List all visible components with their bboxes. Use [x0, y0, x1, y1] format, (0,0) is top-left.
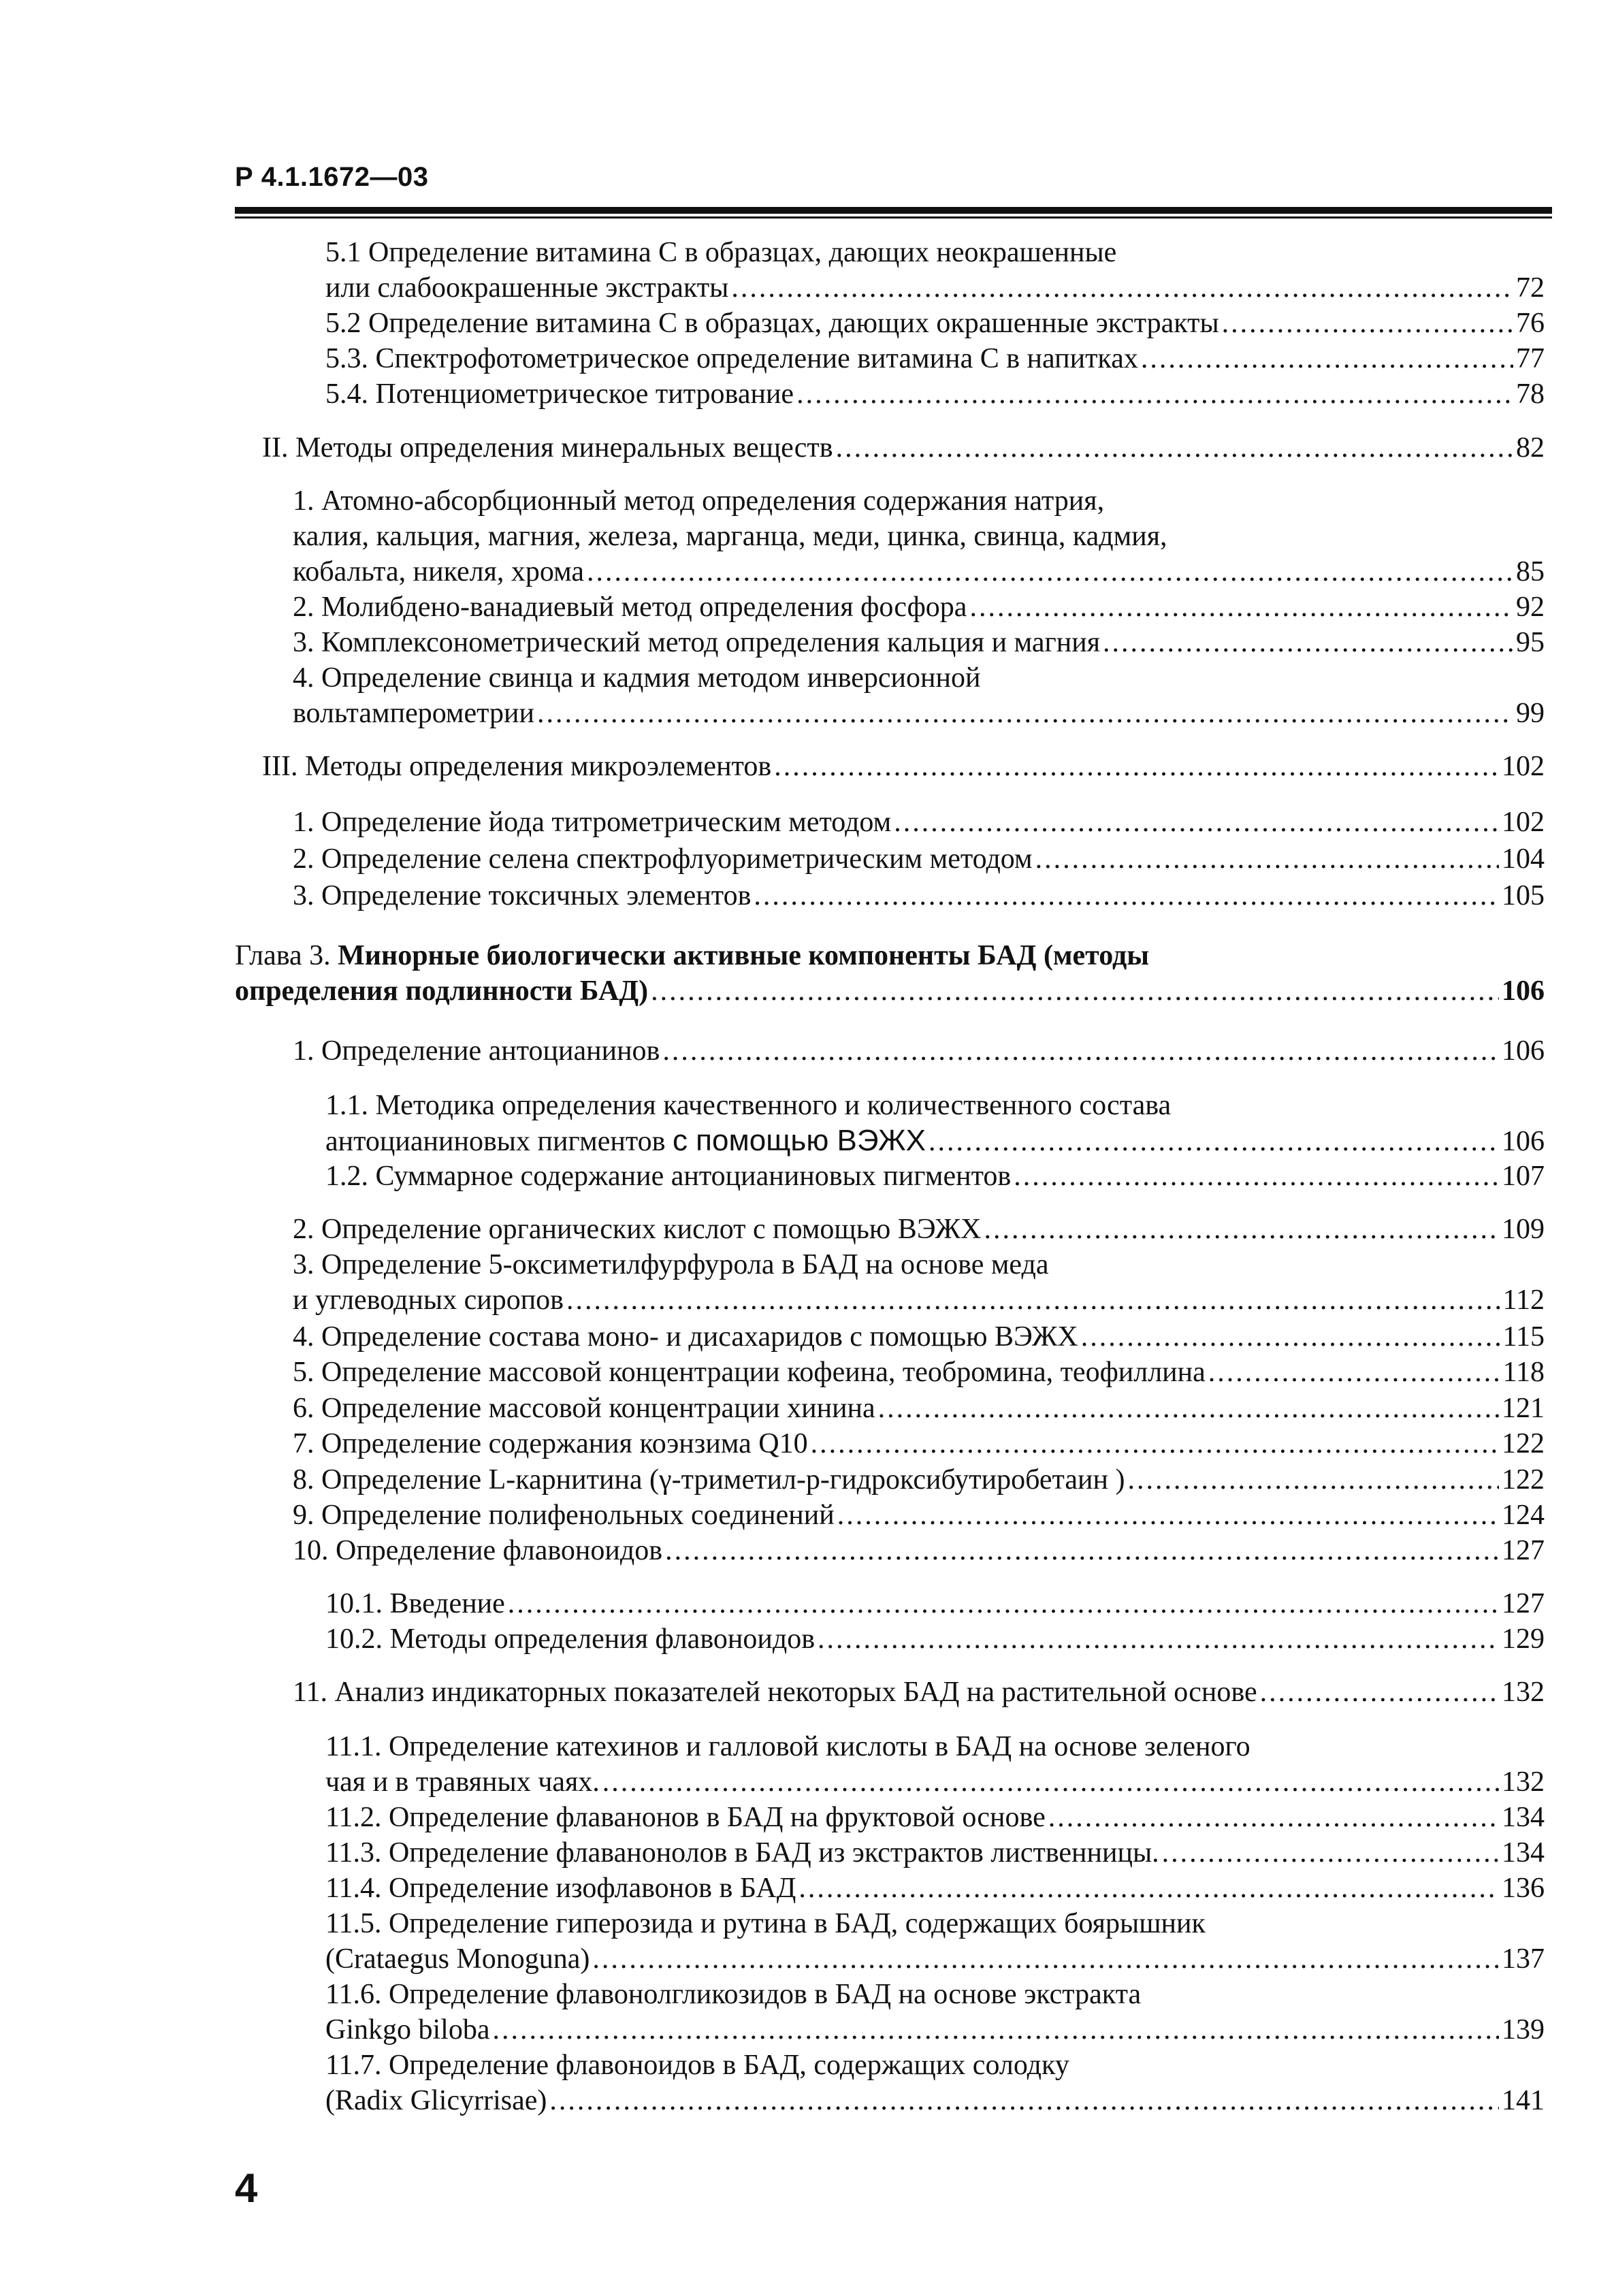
- page-ref: 82: [1516, 432, 1545, 464]
- leader-dots: [811, 1426, 1499, 1461]
- toc-entry-3-9: 9. Определение полифенольных соединений ..... 124: [293, 1498, 1545, 1533]
- toc-entry-II-2: 2. Молибдено-ванадиевый метод определения фосфора ..... 92: [293, 589, 1545, 625]
- toc-entry-5-3: 5.3. Спектрофотометрическое определение витамина С в напитках ..... 77: [325, 341, 1545, 376]
- leader-dots: [1103, 625, 1513, 660]
- leader-dots: [508, 1586, 1499, 1621]
- toc-entry-3-11-4: 11.4. Определение изофлавонов в БАД ..... 136: [325, 1871, 1545, 1906]
- page-ref: 118: [1502, 1357, 1545, 1388]
- toc-section-II: II. Методы определения минеральных веществ ..... 82: [262, 430, 1545, 466]
- toc-entry-3-11: 11. Анализ индикаторных показателей некоторых БАД на растительной основе ..... 132: [293, 1675, 1545, 1710]
- leader-dots: [651, 973, 1499, 1009]
- toc-entry-3-11-7: 11.7. Определение флавоноидов в БАД, содержащих солодку (Radix Glicyrrisae) ..... 141: [325, 2048, 1545, 2118]
- toc-entry-3-10-2: 10.2. Методы определения флавоноидов ..... 129: [325, 1621, 1545, 1657]
- toc-entry-3-1-1: 1.1. Методика определения качественного и количественного состава антоцианиновых пигментов с помощью ВЭЖХ ..... 106: [325, 1088, 1545, 1159]
- toc-entry-3-11-1: 11.1. Определение катехинов и галловой кислоты в БАД на основе зеленого чая и в травяных чаях. ..... 132: [325, 1729, 1545, 1800]
- page-ref: 139: [1502, 2014, 1545, 2046]
- page-ref: 129: [1502, 1623, 1545, 1655]
- page-number: 4: [235, 2165, 258, 2211]
- page-ref: 104: [1502, 843, 1545, 875]
- leader-dots: [1048, 1800, 1499, 1835]
- toc-entry-5-2: 5.2 Определение витамина С в образцах, дающих окрашенные экстракты ..... 76: [325, 306, 1545, 341]
- toc-entry-3-11-5: 11.5. Определение гиперозида и рутина в БАД, содержащих боярышник (Crataegus Monoguna) ..... 137: [325, 1906, 1545, 1977]
- toc-entry-II-3: 3. Комплексонометрический метод определения кальция и магния ..... 95: [293, 625, 1545, 660]
- page-ref: 112: [1502, 1284, 1545, 1316]
- leader-dots: [969, 589, 1513, 625]
- toc-entry-3-6: 6. Определение массовой концентрации хинина ..... 121: [293, 1391, 1545, 1426]
- page-ref: 85: [1516, 556, 1545, 587]
- page-ref: 99: [1516, 698, 1545, 729]
- leader-dots: [1081, 1319, 1500, 1355]
- page-ref: 92: [1516, 592, 1545, 623]
- leader-dots: [929, 1124, 1499, 1159]
- leader-dots: [1208, 1355, 1500, 1390]
- page-ref: 72: [1516, 272, 1545, 304]
- leader-dots: [798, 1871, 1499, 1906]
- leader-dots: [492, 2012, 1499, 2048]
- leader-dots: [1162, 1835, 1499, 1871]
- toc-entry-III-2: 2. Определение селена спектрофлуориметрическим методом ..... 104: [293, 841, 1545, 877]
- page-ref: 115: [1502, 1321, 1545, 1353]
- toc-entry-II-1: 1. Атомно-абсорбционный метод определения содержания натрия, калия, кальция, магния, железа, марганца, меди, цинка, свинца, кадмия, кобальта, никеля, хрома ..... 85: [293, 483, 1545, 589]
- toc-entry-3-2: 2. Определение органических кислот с помощью ВЭЖХ ..... 109: [293, 1212, 1545, 1247]
- page-ref: 132: [1502, 1677, 1545, 1708]
- leader-dots: [774, 749, 1499, 784]
- page-ref: 77: [1516, 343, 1545, 374]
- toc-entry-3-5: 5. Определение массовой концентрации кофеина, теобромина, теофиллина ..... 118: [293, 1355, 1545, 1390]
- page-ref: 106: [1502, 1035, 1545, 1067]
- leader-dots: [1260, 1675, 1499, 1710]
- page-ref: 102: [1502, 807, 1545, 838]
- toc-entry-3-11-3: 11.3. Определение флаванонолов в БАД из экстрактов лиственницы. ..... 134: [325, 1835, 1545, 1871]
- leader-dots: [818, 1621, 1499, 1657]
- leader-dots: [1035, 841, 1499, 877]
- toc-entry-5-4: 5.4. Потенциометрическое титрование ..... 78: [325, 376, 1545, 412]
- toc-entry-3-1: 1. Определение антоцианинов ..... 106: [293, 1033, 1545, 1069]
- leader-dots: [1014, 1159, 1499, 1194]
- toc-entry-III-1: 1. Определение йода титрометрическим методом ..... 102: [293, 805, 1545, 840]
- toc-entry-3-10-1: 10.1. Введение ..... 127: [325, 1586, 1545, 1621]
- header-rule-thick: [235, 207, 1552, 214]
- leader-dots: [665, 1533, 1499, 1568]
- leader-dots: [662, 1033, 1499, 1069]
- leader-dots: [837, 1498, 1499, 1533]
- toc-section-III: III. Методы определения микроэлементов ..... 102: [262, 749, 1545, 784]
- toc-entry-3-8: 8. Определение L-карнитина (γ-триметил-р-гидроксибутиробетаин ) ..... 122: [293, 1462, 1545, 1498]
- toc-entry-3-11-6: 11.6. Определение флавонолгликозидов в БАД на основе экстракта Ginkgo biloba ..... 139: [325, 1977, 1545, 2048]
- leader-dots: [1141, 341, 1513, 376]
- page-ref: 127: [1502, 1535, 1545, 1566]
- page-ref: 78: [1516, 378, 1545, 410]
- page-ref: 136: [1502, 1873, 1545, 1904]
- page-ref: 122: [1502, 1464, 1545, 1495]
- leader-dots: [894, 805, 1499, 840]
- page-ref: 134: [1502, 1802, 1545, 1833]
- toc-entry-3-10: 10. Определение флавоноидов ..... 127: [293, 1533, 1545, 1568]
- leader-dots: [1127, 1462, 1499, 1498]
- leader-dots: [549, 2083, 1499, 2118]
- toc-chapter-3: Глава 3. Минорные биологически активные компоненты БАД (методы определения подлинности БАД) ..... 106: [235, 938, 1545, 1009]
- page-ref: 124: [1502, 1500, 1545, 1531]
- leader-dots: [537, 696, 1513, 731]
- leader-dots: [1222, 306, 1513, 341]
- leader-dots: [796, 376, 1513, 412]
- doc-code: Р 4.1.1672—03: [235, 162, 429, 192]
- leader-dots: [878, 1391, 1499, 1426]
- toc-entry-III-3: 3. Определение токсичных элементов ..... 105: [293, 878, 1545, 913]
- page-ref: 137: [1502, 1943, 1545, 1975]
- toc-entry-II-4: 4. Определение свинца и кадмия методом инверсионной вольтамперометрии ..... 99: [293, 660, 1545, 731]
- page-ref: 76: [1516, 308, 1545, 339]
- page-ref: 134: [1502, 1837, 1545, 1869]
- page-ref: 106: [1502, 1126, 1545, 1157]
- leader-dots: [602, 1764, 1499, 1800]
- page-ref: 122: [1502, 1428, 1545, 1459]
- page-ref: 95: [1516, 627, 1545, 658]
- leader-dots: [731, 270, 1513, 306]
- leader-dots: [984, 1212, 1499, 1247]
- leader-dots: [754, 878, 1499, 913]
- toc-entry-3-7: 7. Определение содержания коэнзима Q10 ..... 122: [293, 1426, 1545, 1461]
- page-ref: 105: [1502, 880, 1545, 911]
- page-ref: 102: [1502, 751, 1545, 782]
- toc-entry-3-11-2: 11.2. Определение флаванонов в БАД на фруктовой основе ..... 134: [325, 1800, 1545, 1835]
- toc-entry-3-4: 4. Определение состава моно- и дисахаридов с помощью ВЭЖХ ..... 115: [293, 1319, 1545, 1355]
- toc-entry-5-1: 5.1 Определение витамина С в образцах, дающих неокрашенные или слабоокрашенные экстракты ..... 72: [325, 235, 1545, 306]
- page-ref: 127: [1502, 1588, 1545, 1619]
- header-rule-thin: [235, 216, 1552, 219]
- leader-dots: [836, 430, 1513, 466]
- page-ref: 109: [1502, 1214, 1545, 1245]
- leader-dots: [592, 1941, 1499, 1977]
- leader-dots: [587, 554, 1513, 589]
- toc-entry-3-1-2: 1.2. Суммарное содержание антоцианиновых пигментов ..... 107: [325, 1159, 1545, 1194]
- page-ref: 107: [1502, 1161, 1545, 1192]
- leader-dots: [566, 1282, 1500, 1318]
- toc-entry-3-3: 3. Определение 5-оксиметилфурфурола в БАД на основе меда и углеводных сиропов ..... 112: [293, 1247, 1545, 1318]
- page-ref: 132: [1502, 1766, 1545, 1798]
- page-ref: 141: [1502, 2085, 1545, 2116]
- page-ref: 106: [1502, 975, 1545, 1007]
- page-ref: 121: [1502, 1393, 1545, 1424]
